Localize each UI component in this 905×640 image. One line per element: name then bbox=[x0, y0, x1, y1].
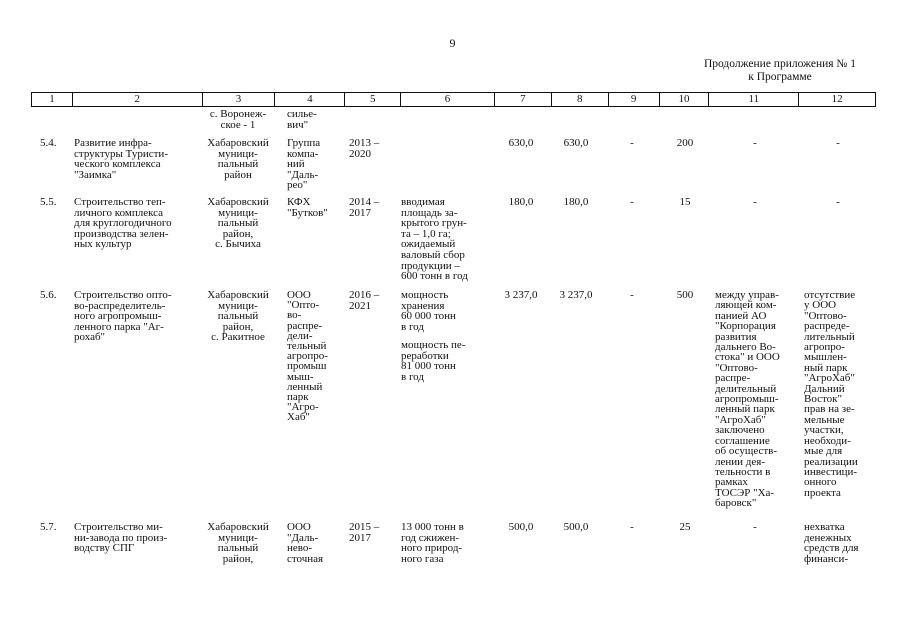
row-col12: - bbox=[836, 196, 840, 208]
row-col10: 15 bbox=[679, 196, 691, 208]
row-col7: 180,0 bbox=[508, 196, 534, 208]
row-capacity: 13 000 тонн в год сжижен- ного природ- ного газа bbox=[401, 521, 464, 565]
header-col-8: 8 bbox=[551, 93, 608, 106]
row-executor: ООО "Даль- нево- сточная bbox=[287, 521, 324, 565]
row-number: 5.4. bbox=[40, 137, 57, 149]
header-col-5: 5 bbox=[344, 93, 400, 106]
table-header bbox=[31, 92, 876, 107]
header-col-7: 7 bbox=[494, 93, 551, 106]
row-col7: 3 237,0 bbox=[504, 289, 538, 301]
row-period: 2013 – 2020 bbox=[349, 137, 380, 160]
row-col11: - bbox=[753, 137, 757, 149]
row-number: 5.5. bbox=[40, 196, 57, 208]
row-period: 2016 – 2021 bbox=[349, 289, 380, 312]
row-name: Строительство опто- во-распределитель- ного агропромыш- ленного парка "Аг- рохаб" bbox=[74, 289, 172, 344]
header-col-9: 9 bbox=[608, 93, 659, 106]
row-col9: - bbox=[630, 289, 634, 301]
row-col10: 200 bbox=[676, 137, 694, 149]
header-col-11: 11 bbox=[708, 93, 798, 106]
row-col9: - bbox=[630, 196, 634, 208]
row-col11: - bbox=[753, 521, 757, 533]
header-col-12: 12 bbox=[798, 93, 875, 106]
header-col-4: 4 bbox=[274, 93, 344, 106]
row-col12: - bbox=[836, 137, 840, 149]
row-col10: 500 bbox=[676, 289, 694, 301]
row-col7: 500,0 bbox=[508, 521, 534, 533]
row-number: 5.7. bbox=[40, 521, 57, 533]
row-capacity: вводимая площадь за- крытого грун- та – 1,0 га; ожидаемый валовый сбор продукции – 600 тонн в год bbox=[401, 196, 468, 283]
row-period: 2015 – 2017 bbox=[349, 521, 380, 544]
row-executor: ООО "Опто- во- распре- дели- тельный агропро- промыш мыш- ленный парк "Агро- Хаб" bbox=[287, 289, 328, 424]
row-col8: 180,0 bbox=[563, 196, 589, 208]
row-col10: 25 bbox=[679, 521, 691, 533]
row-capacity-2: мощность пе- реработки 81 000 тонн в год bbox=[401, 339, 466, 383]
row-location: Хабаровский муници- пальный район, с. Бычиха bbox=[207, 196, 269, 251]
row-number: 5.6. bbox=[40, 289, 57, 301]
header-col-2: 2 bbox=[72, 93, 202, 106]
row-col11: между управ- ляющей ком- панией АО "Корпорация развития дальнего Во- стока" и ООО "Оптово- распре- делительный агропромыш- ленный парк "АгроХаб" заключено соглашение об осуществ- лении дея- тельности в рамках ТОСЭР "Ха- баровск" bbox=[715, 289, 780, 510]
row-col9: - bbox=[630, 521, 634, 533]
row-name: Строительство теп- личного комплекса для круглогодичного производства зелен- ных культур bbox=[74, 196, 172, 251]
row-col12: отсутствие у ООО "Оптово- распреде- лительный агропро- мышлен- ный парк "АгроХаб" Дальний Восток" прав на зе- мельные участки, необходи- мые для реализации инвестици- онного проекта bbox=[804, 289, 858, 499]
row-col7: 630,0 bbox=[508, 137, 534, 149]
row-executor: Группа компа- ний "Даль- рео" bbox=[287, 137, 321, 192]
row-capacity: мощность хранения 60 000 тонн в год bbox=[401, 289, 456, 333]
header-col-1: 1 bbox=[49, 93, 55, 105]
row-name: Строительство ми- ни-завода по произ- водству СПГ bbox=[74, 521, 168, 555]
header-col-6: 6 bbox=[400, 93, 494, 106]
fragment-executor: силье- вич" bbox=[287, 108, 317, 131]
row-executor: КФХ "Бутков" bbox=[287, 196, 328, 219]
continuation-note: Продолжение приложения № 1 к Программе bbox=[703, 58, 857, 83]
row-col8: 500,0 bbox=[563, 521, 589, 533]
row-location: Хабаровский муници- пальный район bbox=[207, 137, 269, 181]
row-name: Развитие инфра- структуры Туристи- ческого комплекса "Заимка" bbox=[74, 137, 168, 181]
fragment-location: с. Воронеж- ское - 1 bbox=[209, 108, 267, 131]
row-location: Хабаровский муници- пальный район, с. Ракитное bbox=[207, 289, 269, 344]
row-col9: - bbox=[630, 137, 634, 149]
row-col12: нехватка денежных средств для финанси- bbox=[804, 521, 859, 565]
row-col11: - bbox=[753, 196, 757, 208]
row-location: Хабаровский муници- пальный район, bbox=[207, 521, 269, 565]
row-col8: 630,0 bbox=[563, 137, 589, 149]
row-col8: 3 237,0 bbox=[559, 289, 593, 301]
header-col-3: 3 bbox=[202, 93, 275, 106]
page-number: 9 bbox=[449, 36, 456, 50]
row-period: 2014 – 2017 bbox=[349, 196, 380, 219]
header-col-10: 10 bbox=[659, 93, 709, 106]
